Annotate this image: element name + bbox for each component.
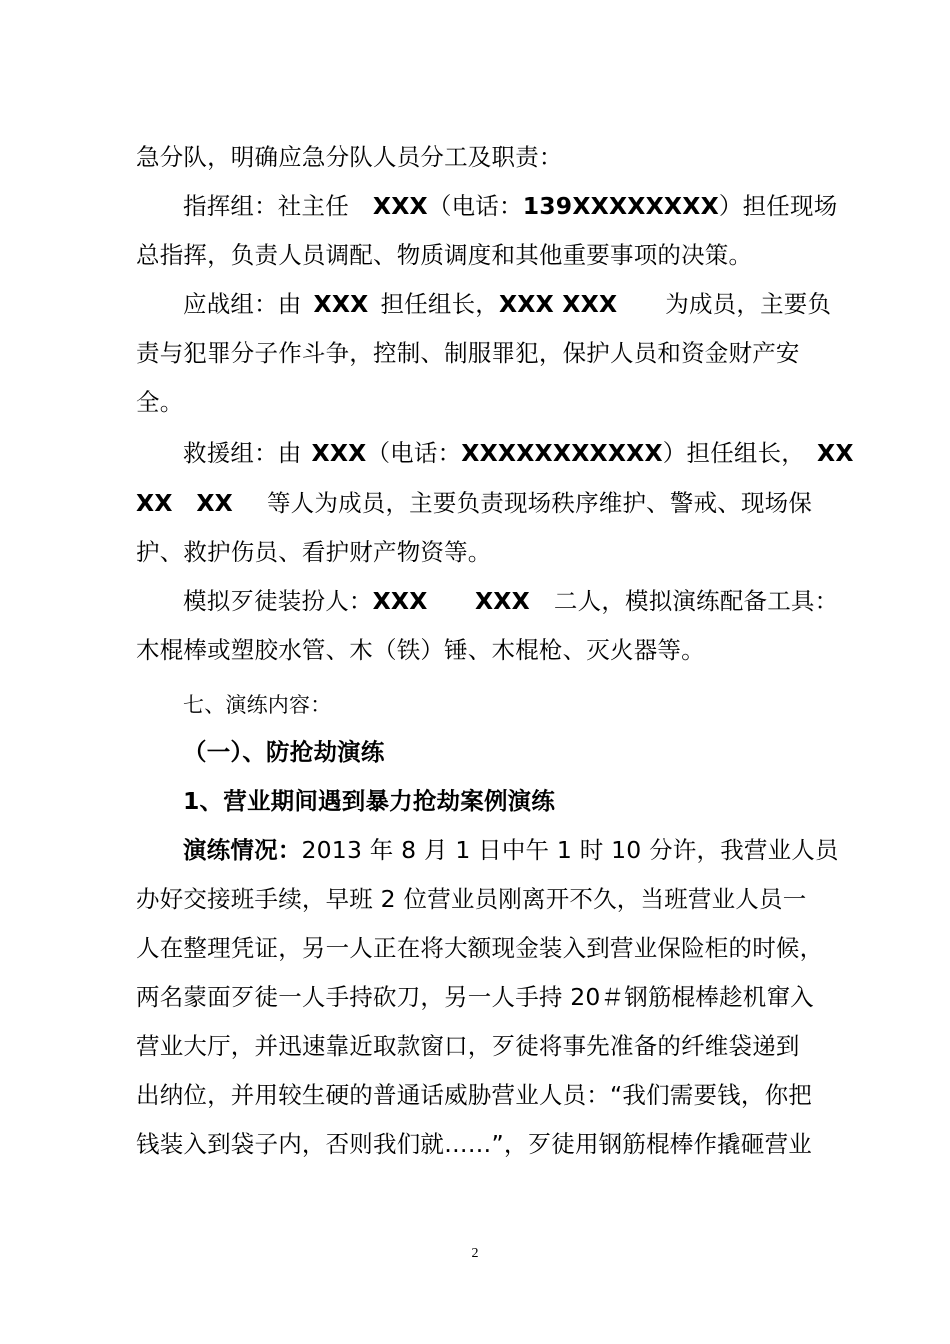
text-line: 木棍棒或塑胶水管、木（铁）锤、木棍枪、灭火器等。 [136, 636, 705, 664]
text-line: 演练情况：2013 年 8 月 1 日中午 1 时 10 分许，我营业人员 [183, 836, 839, 864]
subsection-heading: （一）、防抢劫演练 [183, 738, 385, 766]
text-line: 办好交接班手续，早班 2 位营业员刚离开不久，当班营业人员一 [136, 885, 807, 913]
text-line: 出纳位，并用较生硬的普通话威胁营业人员：“我们需要钱，你把 [136, 1081, 812, 1109]
text-line: 护、救护伤员、看护财产物资等。 [136, 538, 492, 566]
text-line: 指挥组：社主任 XXX（电话：139XXXXXXXX）担任现场 [183, 192, 838, 220]
text-line: 总指挥，负责人员调配、物质调度和其他重要事项的决策。 [136, 241, 753, 269]
text-line: 急分队，明确应急分队人员分工及职责： [136, 143, 563, 171]
section-heading: 七、演练内容： [183, 693, 332, 717]
text-line: 应战组：由 XXX 担任组长，XXX XXX 为成员，主要负 [183, 290, 832, 318]
text-line: 营业大厅，并迅速靠近取款窗口，歹徒将事先准备的纤维袋递到 [136, 1032, 800, 1060]
text-line: 钱装入到袋子内，否则我们就……”，歹徒用钢筋棍棒作撬砸营业 [136, 1130, 812, 1158]
case-heading: 1、营业期间遇到暴力抢劫案例演练 [183, 787, 556, 815]
text-line: 全。 [136, 388, 184, 416]
text-line: XX XX 等人为成员，主要负责现场秩序维护、警戒、现场保 [136, 489, 813, 517]
page-number: 2 [471, 1246, 479, 1261]
text-line: 模拟歹徒装扮人：XXX XXX 二人，模拟演练配备工具： [183, 587, 839, 615]
text-line: 救援组：由 XXX（电话：XXXXXXXXXXX）担任组长， XX [183, 439, 854, 467]
text-line: 两名蒙面歹徒一人手持砍刀，另一人手持 20＃钢筋棍棒趁机窜入 [136, 983, 814, 1011]
text-line: 人在整理凭证，另一人正在将大额现金装入到营业保险柜的时候， [136, 934, 824, 962]
text-line: 责与犯罪分子作斗争，控制、制服罪犯，保护人员和资金财产安 [136, 339, 800, 367]
